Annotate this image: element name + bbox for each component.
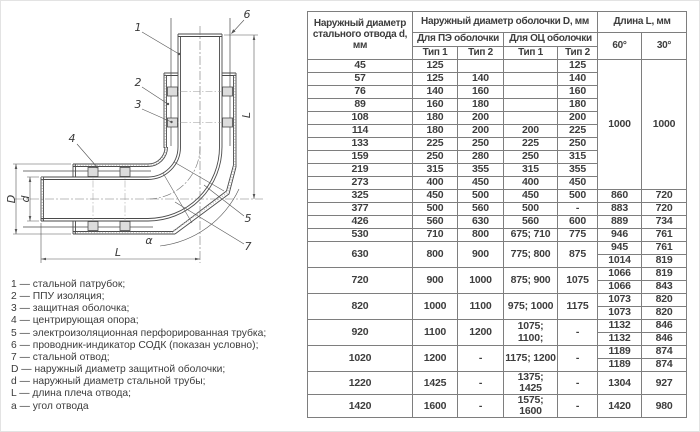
table-row	[308, 294, 687, 307]
header-shell-diameter: Наружный диаметр оболочки D, мм	[413, 12, 598, 33]
cell: 125	[413, 73, 458, 86]
cell: 1220	[308, 372, 413, 395]
cell: 860	[598, 190, 642, 203]
header-pe-type1: Тип 1	[413, 47, 458, 60]
cell: 1189	[598, 359, 642, 372]
cell: 160	[558, 86, 598, 99]
header-oc-type1: Тип 1	[504, 47, 558, 60]
cell: 1000	[458, 268, 504, 294]
spec-table	[307, 11, 687, 418]
cell: -	[558, 372, 598, 395]
legend-item: 5 — электроизоляционная перфорированная трубка;	[11, 327, 267, 339]
cell: 250	[413, 151, 458, 164]
cell: 900	[458, 242, 504, 268]
cell: 875; 900	[504, 268, 558, 294]
cell: 89	[308, 99, 413, 112]
dim-D-label: D	[5, 194, 18, 204]
segment-joints	[163, 162, 224, 223]
cell: 1600	[413, 395, 458, 418]
cell: 140	[458, 73, 504, 86]
cell: 720	[642, 203, 687, 216]
cell: 1075	[558, 268, 598, 294]
cell	[504, 73, 558, 86]
cell: 874	[642, 346, 687, 359]
cell: 450	[413, 190, 458, 203]
cell: 1200	[413, 346, 458, 372]
cell: 500	[413, 203, 458, 216]
cell: 1420	[308, 395, 413, 418]
cell: 450	[458, 177, 504, 190]
cell: -	[558, 395, 598, 418]
cell: 945	[598, 242, 642, 255]
cell: 820	[642, 307, 687, 320]
header-length: Длина L, мм	[598, 12, 687, 33]
cell: -	[558, 346, 598, 372]
cell	[458, 60, 504, 73]
cell: 450	[558, 177, 598, 190]
callout-7: 7	[244, 240, 252, 253]
cell	[504, 112, 558, 125]
table-row	[308, 60, 687, 73]
cell: 560	[504, 216, 558, 229]
legend-item: 3 — защитная оболочка;	[11, 303, 130, 315]
table-row	[308, 190, 687, 203]
cell: 1132	[598, 333, 642, 346]
cell: 1075; 1100;	[504, 320, 558, 346]
cell: 775; 800	[504, 242, 558, 268]
header-pe-type2: Тип 2	[458, 47, 504, 60]
cell: 819	[642, 268, 687, 281]
cell: 1375; 1425	[504, 372, 558, 395]
cell: 720	[642, 190, 687, 203]
cell: 1175; 1200	[504, 346, 558, 372]
legend-item: D — наружный диаметр защитной оболочки;	[11, 364, 226, 376]
cell: 57	[308, 73, 413, 86]
legend-item: 2 — ППУ изоляция;	[11, 291, 105, 303]
cell: 600	[558, 216, 598, 229]
cell: -	[458, 346, 504, 372]
cell: 1200	[458, 320, 504, 346]
cell: 377	[308, 203, 413, 216]
dim-alpha-label: α	[145, 234, 153, 247]
cell: 250	[504, 151, 558, 164]
cell: 920	[308, 320, 413, 346]
cell: 1425	[413, 372, 458, 395]
cell: 1100	[458, 294, 504, 320]
cell: 820	[308, 294, 413, 320]
cell: 800	[413, 242, 458, 268]
cell: 315	[413, 164, 458, 177]
callout-5: 5	[244, 212, 252, 225]
cell: 45	[308, 60, 413, 73]
header-oc: Для ОЦ оболочки	[504, 33, 598, 47]
cell: 500	[558, 190, 598, 203]
cell: 200	[458, 125, 504, 138]
table-row	[308, 372, 687, 395]
cell: 1132	[598, 320, 642, 333]
cell: 720	[308, 268, 413, 294]
cell: 180	[458, 99, 504, 112]
cell: 775	[558, 229, 598, 242]
legend-item: 7 — стальной отвод;	[11, 351, 110, 363]
table-row	[308, 320, 687, 333]
cell: 325	[308, 190, 413, 203]
legend-item: L — длина плеча отвода;	[11, 388, 131, 400]
cell: 125	[413, 60, 458, 73]
cell: -	[558, 320, 598, 346]
cell: 159	[308, 151, 413, 164]
legend-item: 6 — проводник-индикатор СОДК (показан условно);	[11, 339, 259, 351]
cell: 1014	[598, 255, 642, 268]
callout-1: 1	[134, 21, 142, 34]
cell: 560	[458, 203, 504, 216]
header-60deg: 60°	[598, 33, 642, 60]
dimension-lines	[13, 20, 258, 263]
cell: 200	[458, 112, 504, 125]
cell: 889	[598, 216, 642, 229]
cell: -	[458, 395, 504, 418]
cell: 1000	[413, 294, 458, 320]
cell: 160	[413, 99, 458, 112]
dim-d-label: d	[19, 195, 32, 203]
support-planes	[93, 92, 232, 231]
table-row	[308, 346, 687, 359]
cell: 1189	[598, 346, 642, 359]
cell: 219	[308, 164, 413, 177]
cell: 1175	[558, 294, 598, 320]
table-row	[308, 242, 687, 255]
cell: 225	[558, 125, 598, 138]
cell: 710	[413, 229, 458, 242]
cell: 819	[642, 255, 687, 268]
table-body	[308, 60, 687, 418]
cell: -	[558, 203, 598, 216]
table-row	[308, 268, 687, 281]
cell: 180	[558, 99, 598, 112]
cell: 400	[504, 177, 558, 190]
cell: 280	[458, 151, 504, 164]
cell: 273	[308, 177, 413, 190]
cell: 426	[308, 216, 413, 229]
cell: 761	[642, 242, 687, 255]
header-d: Наружный диаметр стального отвода d, мм	[308, 12, 413, 60]
header-30deg: 30°	[642, 33, 687, 60]
cell: 315	[558, 151, 598, 164]
table-header	[308, 12, 687, 60]
dim-L-right-label: L	[240, 111, 253, 119]
cell: 630	[308, 242, 413, 268]
cell: 160	[458, 86, 504, 99]
cell: 500	[504, 203, 558, 216]
cell: 1000	[642, 60, 687, 190]
cell: 530	[308, 229, 413, 242]
cell: 225	[413, 138, 458, 151]
table-row	[308, 395, 687, 418]
cell: 1066	[598, 268, 642, 281]
cell: 975; 1000	[504, 294, 558, 320]
cell: 76	[308, 86, 413, 99]
cell: 180	[413, 112, 458, 125]
centerlines	[15, 26, 263, 263]
cell: 200	[504, 125, 558, 138]
cell: 355	[458, 164, 504, 177]
callout-3: 3	[134, 98, 142, 111]
cell	[504, 86, 558, 99]
legend	[11, 279, 303, 413]
cell: -	[458, 372, 504, 395]
table-row	[308, 203, 687, 216]
cell: 675; 710	[504, 229, 558, 242]
cell: 883	[598, 203, 642, 216]
cell: 200	[558, 112, 598, 125]
cell: 500	[458, 190, 504, 203]
cell: 315	[504, 164, 558, 177]
cell: 1000	[598, 60, 642, 190]
legend-item: 1 — стальной патрубок;	[11, 279, 126, 290]
cell: 1073	[598, 307, 642, 320]
cell: 125	[558, 60, 598, 73]
cell: 820	[642, 294, 687, 307]
cell: 846	[642, 333, 687, 346]
cell: 630	[458, 216, 504, 229]
legend-item: a — угол отвода	[11, 400, 89, 412]
callout-6: 6	[243, 8, 251, 21]
cell: 250	[558, 138, 598, 151]
cell: 846	[642, 320, 687, 333]
table-row	[308, 216, 687, 229]
cell: 114	[308, 125, 413, 138]
cell: 140	[558, 73, 598, 86]
cell: 450	[504, 190, 558, 203]
callout-4: 4	[68, 132, 76, 145]
cell: 1073	[598, 294, 642, 307]
cell: 800	[458, 229, 504, 242]
cell: 946	[598, 229, 642, 242]
cell: 927	[642, 372, 687, 395]
cell: 874	[642, 359, 687, 372]
cell: 1100	[413, 320, 458, 346]
cell: 980	[642, 395, 687, 418]
cell: 1020	[308, 346, 413, 372]
callout-2: 2	[134, 76, 142, 89]
table-row	[308, 229, 687, 242]
cell: 1420	[598, 395, 642, 418]
legend-item: d — наружный диаметр стальной трубы;	[11, 376, 206, 388]
cell: 108	[308, 112, 413, 125]
legend-item: 4 — центрирующая опора;	[11, 315, 139, 327]
cell: 225	[504, 138, 558, 151]
cell: 900	[413, 268, 458, 294]
cell: 560	[413, 216, 458, 229]
cell	[504, 99, 558, 112]
elbow-diagram	[1, 1, 303, 271]
cell: 400	[413, 177, 458, 190]
header-oc-type2: Тип 2	[558, 47, 598, 60]
cell: 133	[308, 138, 413, 151]
cell: 875	[558, 242, 598, 268]
cell: 140	[413, 86, 458, 99]
cell: 1304	[598, 372, 642, 395]
cell: 250	[458, 138, 504, 151]
cell: 843	[642, 281, 687, 294]
cell: 180	[413, 125, 458, 138]
cell: 1575; 1600	[504, 395, 558, 418]
header-pe: Для ПЭ оболочки	[413, 33, 504, 47]
cell	[504, 60, 558, 73]
cell: 1066	[598, 281, 642, 294]
cell: 734	[642, 216, 687, 229]
cell: 761	[642, 229, 687, 242]
cell: 355	[558, 164, 598, 177]
dim-L-bottom-label: L	[114, 246, 122, 259]
